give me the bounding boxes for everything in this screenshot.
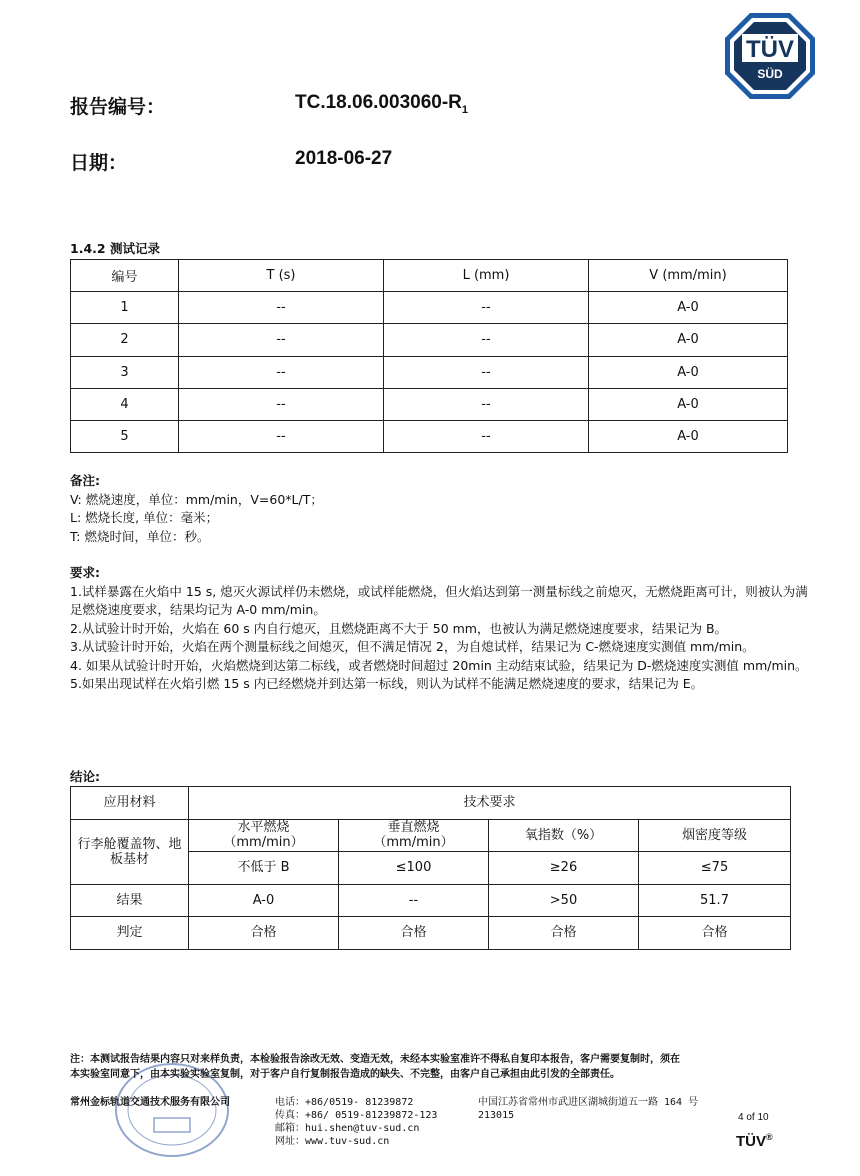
registered-mark: ® <box>766 1132 773 1142</box>
material-cell: 行李舱覆盖物、地板基材 <box>71 819 189 884</box>
cell: A-0 <box>589 324 788 356</box>
cell: 3 <box>71 356 179 388</box>
cell: -- <box>384 420 589 452</box>
table-row <box>71 819 791 852</box>
table-row <box>71 356 788 388</box>
result-cell: A-0 <box>189 884 339 917</box>
header-cell: T (s) <box>179 260 384 292</box>
header-cell: 编号 <box>71 260 179 292</box>
footer-website: 网址：www.tuv-sud.cn <box>275 1136 390 1147</box>
remark-line: V: 燃烧速度，单位：mm/min，V=60*L/T； <box>70 491 323 507</box>
table-row <box>71 884 791 917</box>
cell: 4 <box>71 388 179 420</box>
cell: 5 <box>71 420 179 452</box>
cell: A-0 <box>589 420 788 452</box>
verdict-label: 判定 <box>71 917 189 950</box>
logo-text-top: TÜV <box>746 36 794 63</box>
requirement-item: 3.从试验计时开始，火焰在两个测量标线之间熄灭，但不满足情况 2，为自熄试样，结果记为 C-燃烧速度实测值 mm/min。 <box>70 639 755 654</box>
date-label: 日期： <box>70 152 128 174</box>
remarks <box>70 472 810 546</box>
material-header: 应用材料 <box>71 787 189 820</box>
requirement-cell: ≥26 <box>489 852 639 885</box>
footer-company <box>70 1096 230 1109</box>
report-no-value <box>295 92 468 116</box>
result-cell: >50 <box>489 884 639 917</box>
cell: -- <box>179 292 384 324</box>
table-row <box>71 787 791 820</box>
table-row <box>71 324 788 356</box>
table-row <box>71 917 791 950</box>
requirement-item: 2.从试验计时开始，火焰在 60 s 内自行熄灭，且燃烧距离不大于 50 mm，也被认为满足燃烧速度要求，结果记为 B。 <box>70 620 728 636</box>
report-no-label: 报告编号： <box>70 96 166 118</box>
remark-line: T: 燃烧时间，单位：秒。 <box>70 528 210 544</box>
test-record-table <box>70 259 788 453</box>
disclaimer-line: 注：本测试报告结果内容只对来样负责，本检验报告涂改无效、变造无效，未经本实验室准许不得私自复印本报告，客户需要复制时，须在 <box>70 1054 680 1065</box>
verdict-cell: 合格 <box>339 917 489 950</box>
cell: -- <box>384 292 589 324</box>
conclusion-table <box>70 786 791 950</box>
footer-fax: 传真：+86/ 0519-81239872-123 <box>275 1110 438 1121</box>
requirements-title: 要求: <box>70 565 100 580</box>
footer-postcode: 213015 <box>478 1110 515 1121</box>
verdict-cell: 合格 <box>489 917 639 950</box>
page-number: 4 of 10 <box>738 1112 769 1123</box>
remarks-title: 备注: <box>70 473 100 488</box>
cell: -- <box>384 356 589 388</box>
criterion-header <box>339 819 489 852</box>
report-no-sub: 1 <box>461 103 469 116</box>
table-row <box>71 292 788 324</box>
cell: -- <box>179 356 384 388</box>
table-row <box>71 420 788 452</box>
verdict-cell: 合格 <box>639 917 791 950</box>
footer-phone: 电话：+86/0519- 81239872 <box>275 1097 414 1108</box>
date-value: 2018-06-27 <box>295 148 393 169</box>
criterion-name: 垂直燃烧 <box>387 820 440 836</box>
header-cell: L (mm) <box>384 260 589 292</box>
report-no-main: TC.18.06.003060-R <box>295 92 462 113</box>
section-title: 1.4.2 测试记录 <box>70 241 160 256</box>
cell: 2 <box>71 324 179 356</box>
verdict-cell: 合格 <box>189 917 339 950</box>
cell: -- <box>179 420 384 452</box>
cell: 1 <box>71 292 179 324</box>
footer-email: 邮箱：hui.shen@tuv-sud.cn <box>275 1123 420 1134</box>
requirement-item: 5.如果出现试样在火焰引燃 15 s 内已经燃烧并到达第一标线，则认为试样不能满足燃烧速度的要求，结果记为 E。 <box>70 676 704 691</box>
footer-contact <box>275 1096 437 1148</box>
cell: A-0 <box>589 356 788 388</box>
requirement-cell: ≤75 <box>639 852 791 885</box>
footer-address-block <box>478 1096 698 1122</box>
cell: -- <box>384 324 589 356</box>
requirement-item: 1.试样暴露在火焰中 15 s, 熄灭火源试样仍未燃烧，或试样能燃烧，但火焰达到第一测量标线之前熄灭，无燃烧距离可计，则被认为满足燃烧速度要求，结果均记为 A-0 mm/min。 <box>70 583 808 617</box>
criterion-unit: （mm/min） <box>223 835 304 851</box>
requirement-cell: ≤100 <box>339 852 489 885</box>
footer-disclaimer <box>70 1052 800 1082</box>
company-name: 常州金标轨道交通技术服务有限公司 <box>70 1097 230 1108</box>
requirement-cell: 不低于 B <box>189 852 339 885</box>
cell: -- <box>384 388 589 420</box>
criterion-unit: （mm/min） <box>373 835 454 851</box>
conclusion-title: 结论: <box>70 769 100 784</box>
requirements <box>70 564 810 694</box>
cell: A-0 <box>589 388 788 420</box>
tuv-sud-logo <box>722 10 818 102</box>
footer-logo-text: TÜV <box>736 1133 766 1150</box>
header-cell: V (mm/min) <box>589 260 788 292</box>
result-label: 结果 <box>71 884 189 917</box>
criterion-header <box>189 819 339 852</box>
remark-line: L: 燃烧长度, 单位：毫米； <box>70 510 219 525</box>
result-cell: -- <box>339 884 489 917</box>
table-row <box>71 388 788 420</box>
cell: -- <box>179 388 384 420</box>
footer-address: 中国江苏省常州市武进区湖城街道五一路 164 号 <box>478 1097 699 1108</box>
criterion-header: 氧指数（%） <box>489 819 639 852</box>
requirement-item: 4. 如果从试验计时开始，火焰燃烧到达第二标线，或者燃烧时间超过 20min 主动结束试验，结果记为 D-燃烧速度实测值 mm/min。 <box>70 657 808 673</box>
cell: -- <box>179 324 384 356</box>
footer-logo <box>736 1132 773 1150</box>
logo-text-bottom: SÜD <box>757 67 783 81</box>
disclaimer-line: 本实验室同意下，由本实验实验室复制，对于客户自行复制报告造成的缺失、不完整，由客户自己承担由此引发的全部责任。 <box>70 1069 620 1080</box>
criterion-name: 水平燃烧 <box>237 820 290 836</box>
result-cell: 51.7 <box>639 884 791 917</box>
table-header-row <box>71 260 788 292</box>
cell: A-0 <box>589 292 788 324</box>
tech-header: 技术要求 <box>189 787 791 820</box>
criterion-header: 烟密度等级 <box>639 819 791 852</box>
